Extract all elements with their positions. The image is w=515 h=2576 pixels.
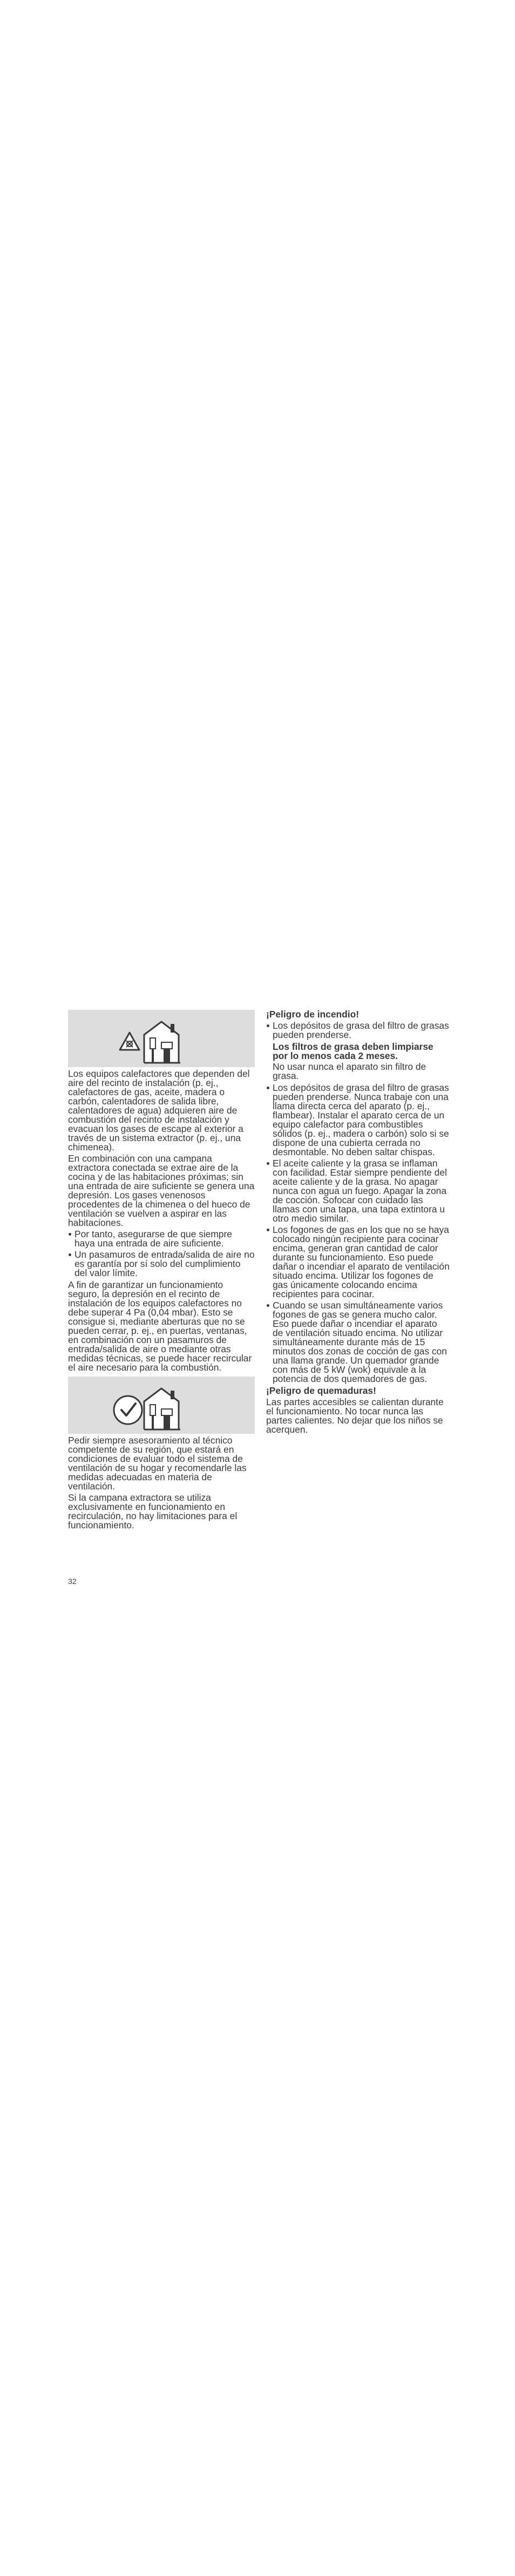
note-no-filter-use: No usar nunca el aparato sin filtro de grasa.: [273, 1061, 426, 1081]
paragraph-recirculation: Si la campana extractora se utiliza exclusivamente en funcionamiento en recirculación, no hay limitaciones para el funcionamiento.: [68, 1492, 238, 1530]
list-item: Cuando se usan simultáneamente varios fogones de gas se genera mucho calor. Eso puede dañar o incendiar el aparato de ventilación situado encima. No utilizar simultáneamente durante más de 15 minutos dos zonas de cocción de gas con una llama grande. Un quemador grande con más de 5 kW (wok) equivale a la potencia de dos quemadores de gas.: [266, 1301, 450, 1384]
list-item: Por tanto, asegurarse de que siempre haya una entrada de aire suficiente.: [68, 1230, 255, 1248]
checkmark-house-icon: [68, 1377, 255, 1434]
check-illustration: [68, 1377, 255, 1434]
paragraph-burn-warning: Las partes accesibles se calientan durante el funcionamiento. No tocar nunca las partes calientes. No dejar que los niños se acerquen.: [266, 1397, 444, 1435]
paragraph-extractor-depression: En combinación con una campana extractora conectada se extrae aire de la cocina y de las habitaciones próximas; sin una entrada de aire suficiente se genera una depresión. Los gases venenosos procedentes de la chimenea o del hueco de ventilación se vuelven a aspirar en las habitaciones.: [68, 1153, 255, 1228]
warning-triangle-house-icon: [68, 1010, 255, 1067]
list-item: El aceite caliente y la grasa se inflaman con facilidad. Estar siempre pendiente del aceite caliente y de la grasa. No apagar nunca con agua un fuego. Apagar la zona de cocción. Sofocar con cuidado las llamas con una tapa, una tapa extintora u otro medio similar.: [266, 1159, 450, 1223]
right-column: [266, 1010, 450, 1437]
heading-fire-danger: ¡Peligro de incendio!: [266, 1009, 359, 1020]
list-item: Un pasamuros de entrada/salida de aire no es garantía por sí solo del cumplimiento del valor límite.: [68, 1250, 255, 1278]
paragraph-consult-technician: Pedir siempre asesoramiento al técnico competente de su región, que estará en condiciones de evaluar todo el sistema de ventilación de su hogar y recomendarle las medidas adecuadas en materia de ventilación.: [68, 1435, 247, 1492]
left-column: [68, 1010, 255, 1532]
paragraph-safe-operation: A fin de garantizar un funcionamiento seguro, la depresión en el recinto de instalación de los equipos calefactores no debe superar 4 Pa (0,04 mbar). Esto se consigue si, mediante aberturas que no se pueden cerrar, p. ej., en puertas, ventanas, en combinación con un pasamuros de entrada/salida de aire o mediante otras medidas técnicas, se puede hacer recircular el aire necesario para la combustión.: [68, 1279, 252, 1373]
paragraph-room-air-heaters: Los equipos calefactores que dependen del aire del recinto de instalación (p. ej., calefactores de gas, aceite, madera o carbón, calentadores de salida libre, calentadores de agua) adquieren aire de combustión del recinto de instalación y evacuan los gases de escape al exterior a través de un sistema extractor (p. ej., una chimenea).: [68, 1068, 250, 1152]
warning-illustration: [68, 1010, 255, 1067]
list-item: Los depósitos de grasa del filtro de grasas pueden prenderse. Nunca trabaje con una llama directa cerca del aparato (p. ej., flambear). Instalar el aparato cerca de un equipo calefactor para combustibles sólidos (p. ej., madera o carbón) solo si se dispone de una cubierta cerrada no desmontable. No deben saltar chispas.: [266, 1083, 450, 1157]
bullet-list-air-supply: [68, 1230, 255, 1278]
bullet-list-fire-1: [266, 1021, 450, 1040]
heading-burn-danger: ¡Peligro de quemaduras!: [266, 1385, 376, 1396]
list-item: Los fogones de gas en los que no se haya colocado ningún recipiente para cocinar encima, generan gran cantidad de calor durante su funcionamiento. Eso puede dañar o incendiar el aparato de ventilación situado encima. Utilizar los fogones de gas únicamente colocando encima recipientes para cocinar.: [266, 1225, 450, 1299]
page-number: 32: [68, 1577, 77, 1586]
list-item: Los depósitos de grasa del filtro de grasas pueden prenderse.: [266, 1021, 450, 1040]
bullet-list-fire-2: [266, 1083, 450, 1384]
note-filter-cleaning: Los filtros de grasa deben limpiarse por lo menos cada 2 meses.: [273, 1041, 433, 1061]
